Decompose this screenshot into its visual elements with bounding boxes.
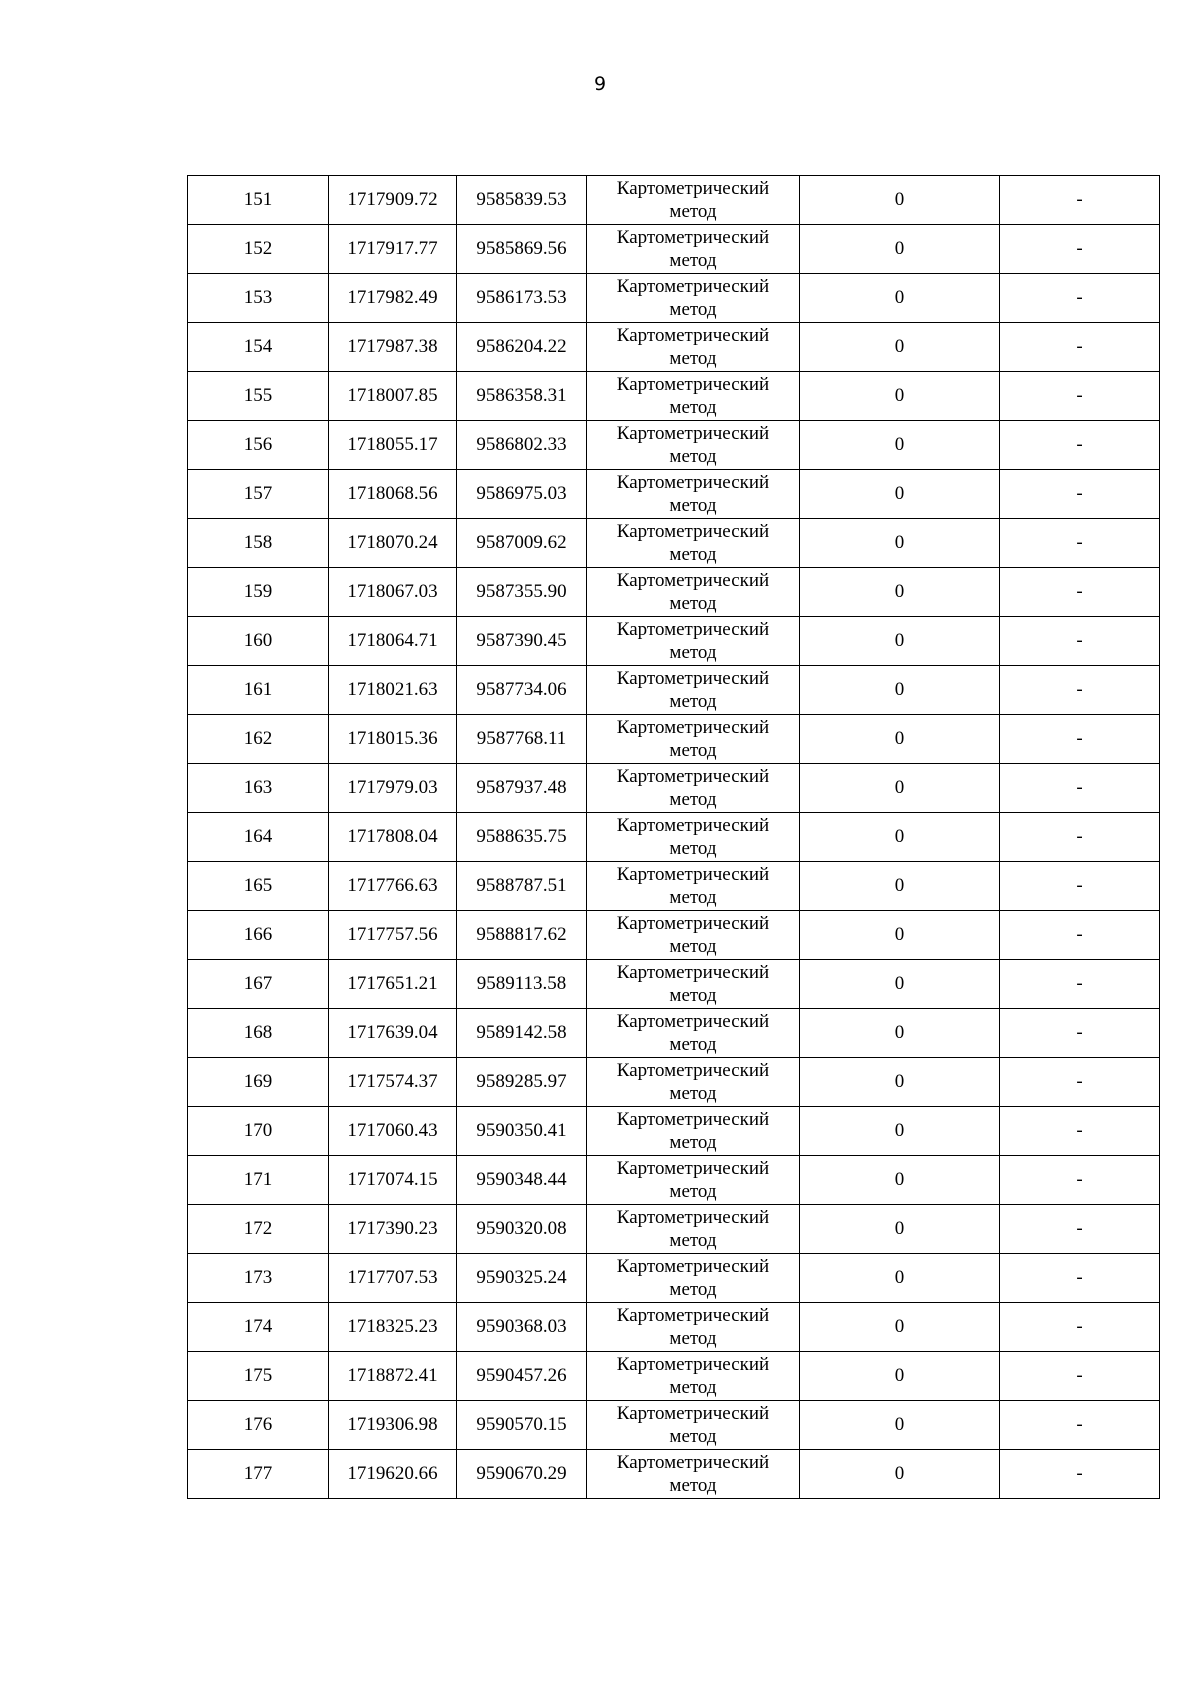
method-text-line-1: Картометрический [616,962,770,983]
method-cell [587,421,800,470]
method-text-line-2: метод [669,1132,717,1153]
y-coordinate-cell: 9585869.56 [457,225,587,274]
x-coordinate-cell: 1717979.03 [329,764,457,813]
point-number-cell: 153 [188,274,329,323]
table-row [188,911,1160,960]
point-number-cell: 177 [188,1450,329,1499]
table-row [188,715,1160,764]
method-text-line-1: Картометрический [616,227,770,248]
method-text-line-1: Картометрический [616,276,770,297]
method-text-line-2: метод [669,642,717,663]
page-number: 9 [593,73,607,95]
error-cell: 0 [800,764,1000,813]
table-row [188,470,1160,519]
method-text-line-2: метод [669,1328,717,1349]
x-coordinate-cell: 1719620.66 [329,1450,457,1499]
table-row [188,764,1160,813]
method-text-line-1: Картометрический [616,1060,770,1081]
description-cell: - [1000,911,1160,960]
method-text-line-2: метод [669,348,717,369]
error-cell: 0 [800,813,1000,862]
method-cell [587,1254,800,1303]
point-number-cell: 173 [188,1254,329,1303]
description-cell: - [1000,176,1160,225]
point-number-cell: 154 [188,323,329,372]
method-text-line-1: Картометрический [616,374,770,395]
description-cell: - [1000,1352,1160,1401]
y-coordinate-cell: 9587768.11 [457,715,587,764]
y-coordinate-cell: 9586802.33 [457,421,587,470]
method-text-line-1: Картометрический [616,1452,770,1473]
method-text-line-2: метод [669,691,717,712]
method-cell [587,1107,800,1156]
method-text-line-1: Картометрический [616,1305,770,1326]
description-cell: - [1000,1058,1160,1107]
description-cell: - [1000,666,1160,715]
method-text-line-2: метод [669,1083,717,1104]
description-cell: - [1000,274,1160,323]
error-cell: 0 [800,1009,1000,1058]
y-coordinate-cell: 9587937.48 [457,764,587,813]
method-text-line-2: метод [669,1034,717,1055]
y-coordinate-cell: 9589113.58 [457,960,587,1009]
method-text-line-2: метод [669,838,717,859]
point-number-cell: 164 [188,813,329,862]
point-number-cell: 165 [188,862,329,911]
method-cell [587,1303,800,1352]
description-cell: - [1000,1401,1160,1450]
point-number-cell: 163 [188,764,329,813]
y-coordinate-cell: 9590670.29 [457,1450,587,1499]
table-row [188,1009,1160,1058]
x-coordinate-cell: 1717808.04 [329,813,457,862]
error-cell: 0 [800,176,1000,225]
method-text-line-1: Картометрический [616,668,770,689]
y-coordinate-cell: 9586358.31 [457,372,587,421]
x-coordinate-cell: 1717060.43 [329,1107,457,1156]
description-cell: - [1000,764,1160,813]
description-cell: - [1000,715,1160,764]
method-text-line-2: метод [669,789,717,810]
x-coordinate-cell: 1717390.23 [329,1205,457,1254]
method-cell [587,323,800,372]
error-cell: 0 [800,1303,1000,1352]
coordinates-table [187,175,1160,1499]
table-row [188,519,1160,568]
method-cell [587,911,800,960]
method-text-line-1: Картометрический [616,1158,770,1179]
method-text-line-2: метод [669,593,717,614]
description-cell: - [1000,323,1160,372]
description-cell: - [1000,1107,1160,1156]
point-number-cell: 155 [188,372,329,421]
point-number-cell: 167 [188,960,329,1009]
method-cell [587,176,800,225]
table-row [188,568,1160,617]
error-cell: 0 [800,421,1000,470]
point-number-cell: 166 [188,911,329,960]
method-text-line-2: метод [669,1279,717,1300]
point-number-cell: 156 [188,421,329,470]
description-cell: - [1000,617,1160,666]
table-row [188,1107,1160,1156]
error-cell: 0 [800,1401,1000,1450]
error-cell: 0 [800,911,1000,960]
method-text-line-1: Картометрический [616,1256,770,1277]
method-cell [587,764,800,813]
error-cell: 0 [800,666,1000,715]
point-number-cell: 157 [188,470,329,519]
error-cell: 0 [800,617,1000,666]
method-cell [587,1205,800,1254]
method-text-line-2: метод [669,495,717,516]
description-cell: - [1000,1254,1160,1303]
error-cell: 0 [800,568,1000,617]
error-cell: 0 [800,715,1000,764]
error-cell: 0 [800,1205,1000,1254]
y-coordinate-cell: 9590325.24 [457,1254,587,1303]
y-coordinate-cell: 9590570.15 [457,1401,587,1450]
method-cell [587,617,800,666]
method-cell [587,225,800,274]
method-text-line-1: Картометрический [616,1109,770,1130]
method-text-line-1: Картометрический [616,766,770,787]
method-text-line-2: метод [669,299,717,320]
point-number-cell: 172 [188,1205,329,1254]
method-text-line-2: метод [669,887,717,908]
point-number-cell: 158 [188,519,329,568]
x-coordinate-cell: 1717574.37 [329,1058,457,1107]
x-coordinate-cell: 1718872.41 [329,1352,457,1401]
method-cell [587,862,800,911]
point-number-cell: 151 [188,176,329,225]
y-coordinate-cell: 9590457.26 [457,1352,587,1401]
method-cell [587,470,800,519]
description-cell: - [1000,1303,1160,1352]
method-text-line-1: Картометрический [616,521,770,542]
method-text-line-1: Картометрический [616,864,770,885]
error-cell: 0 [800,862,1000,911]
method-cell [587,372,800,421]
method-text-line-1: Картометрический [616,1011,770,1032]
method-text-line-2: метод [669,201,717,222]
error-cell: 0 [800,225,1000,274]
error-cell: 0 [800,1156,1000,1205]
description-cell: - [1000,1205,1160,1254]
error-cell: 0 [800,1107,1000,1156]
table-row [188,323,1160,372]
x-coordinate-cell: 1718325.23 [329,1303,457,1352]
point-number-cell: 161 [188,666,329,715]
x-coordinate-cell: 1718067.03 [329,568,457,617]
table-row [188,274,1160,323]
description-cell: - [1000,960,1160,1009]
y-coordinate-cell: 9586975.03 [457,470,587,519]
point-number-cell: 174 [188,1303,329,1352]
x-coordinate-cell: 1719306.98 [329,1401,457,1450]
method-cell [587,274,800,323]
table-row [188,1303,1160,1352]
method-text-line-2: метод [669,1181,717,1202]
y-coordinate-cell: 9590348.44 [457,1156,587,1205]
x-coordinate-cell: 1717766.63 [329,862,457,911]
description-cell: - [1000,519,1160,568]
x-coordinate-cell: 1717707.53 [329,1254,457,1303]
description-cell: - [1000,1009,1160,1058]
y-coordinate-cell: 9588787.51 [457,862,587,911]
method-text-line-1: Картометрический [616,913,770,934]
y-coordinate-cell: 9587390.45 [457,617,587,666]
y-coordinate-cell: 9588635.75 [457,813,587,862]
y-coordinate-cell: 9587734.06 [457,666,587,715]
description-cell: - [1000,568,1160,617]
y-coordinate-cell: 9588817.62 [457,911,587,960]
description-cell: - [1000,862,1160,911]
table-row [188,176,1160,225]
error-cell: 0 [800,1450,1000,1499]
y-coordinate-cell: 9587355.90 [457,568,587,617]
x-coordinate-cell: 1717757.56 [329,911,457,960]
error-cell: 0 [800,1352,1000,1401]
y-coordinate-cell: 9590350.41 [457,1107,587,1156]
error-cell: 0 [800,274,1000,323]
table-row [188,1156,1160,1205]
method-cell [587,1009,800,1058]
point-number-cell: 168 [188,1009,329,1058]
x-coordinate-cell: 1718021.63 [329,666,457,715]
error-cell: 0 [800,1254,1000,1303]
method-text-line-2: метод [669,397,717,418]
table-row [188,225,1160,274]
method-text-line-1: Картометрический [616,472,770,493]
table-row [188,1058,1160,1107]
y-coordinate-cell: 9590320.08 [457,1205,587,1254]
table-row [188,617,1160,666]
method-text-line-2: метод [669,446,717,467]
point-number-cell: 160 [188,617,329,666]
x-coordinate-cell: 1718015.36 [329,715,457,764]
method-cell [587,1156,800,1205]
x-coordinate-cell: 1718070.24 [329,519,457,568]
x-coordinate-cell: 1718007.85 [329,372,457,421]
table-row [188,421,1160,470]
x-coordinate-cell: 1717651.21 [329,960,457,1009]
x-coordinate-cell: 1718068.56 [329,470,457,519]
method-text-line-1: Картометрический [616,815,770,836]
point-number-cell: 159 [188,568,329,617]
error-cell: 0 [800,323,1000,372]
table-row [188,813,1160,862]
table-row [188,862,1160,911]
method-cell [587,1352,800,1401]
method-text-line-1: Картометрический [616,325,770,346]
method-cell [587,1058,800,1107]
table-row [188,1450,1160,1499]
method-cell [587,715,800,764]
description-cell: - [1000,1450,1160,1499]
y-coordinate-cell: 9587009.62 [457,519,587,568]
table-row [188,1401,1160,1450]
method-text-line-1: Картометрический [616,717,770,738]
error-cell: 0 [800,960,1000,1009]
method-text-line-1: Картометрический [616,1207,770,1228]
y-coordinate-cell: 9585839.53 [457,176,587,225]
method-text-line-2: метод [669,740,717,761]
x-coordinate-cell: 1717917.77 [329,225,457,274]
description-cell: - [1000,470,1160,519]
description-cell: - [1000,813,1160,862]
table-row [188,666,1160,715]
method-cell [587,1401,800,1450]
method-text-line-2: метод [669,250,717,271]
y-coordinate-cell: 9586173.53 [457,274,587,323]
x-coordinate-cell: 1718055.17 [329,421,457,470]
y-coordinate-cell: 9589142.58 [457,1009,587,1058]
description-cell: - [1000,225,1160,274]
point-number-cell: 162 [188,715,329,764]
x-coordinate-cell: 1717909.72 [329,176,457,225]
method-text-line-1: Картометрический [616,619,770,640]
method-text-line-2: метод [669,1426,717,1447]
description-cell: - [1000,421,1160,470]
method-text-line-1: Картометрический [616,570,770,591]
x-coordinate-cell: 1718064.71 [329,617,457,666]
table-row [188,1254,1160,1303]
method-text-line-2: метод [669,544,717,565]
method-text-line-1: Картометрический [616,1354,770,1375]
method-text-line-2: метод [669,985,717,1006]
method-text-line-2: метод [669,936,717,957]
method-cell [587,813,800,862]
table-row [188,372,1160,421]
method-text-line-1: Картометрический [616,178,770,199]
point-number-cell: 175 [188,1352,329,1401]
x-coordinate-cell: 1717074.15 [329,1156,457,1205]
error-cell: 0 [800,372,1000,421]
y-coordinate-cell: 9589285.97 [457,1058,587,1107]
point-number-cell: 170 [188,1107,329,1156]
method-text-line-2: метод [669,1377,717,1398]
error-cell: 0 [800,519,1000,568]
method-cell [587,1450,800,1499]
x-coordinate-cell: 1717639.04 [329,1009,457,1058]
point-number-cell: 152 [188,225,329,274]
method-text-line-1: Картометрический [616,1403,770,1424]
point-number-cell: 171 [188,1156,329,1205]
table-row [188,1352,1160,1401]
error-cell: 0 [800,1058,1000,1107]
table-body [188,176,1160,1499]
error-cell: 0 [800,470,1000,519]
description-cell: - [1000,372,1160,421]
method-text-line-1: Картометрический [616,423,770,444]
method-text-line-2: метод [669,1230,717,1251]
x-coordinate-cell: 1717987.38 [329,323,457,372]
table-row [188,960,1160,1009]
x-coordinate-cell: 1717982.49 [329,274,457,323]
method-cell [587,568,800,617]
description-cell: - [1000,1156,1160,1205]
table-row [188,1205,1160,1254]
method-cell [587,519,800,568]
y-coordinate-cell: 9590368.03 [457,1303,587,1352]
method-text-line-2: метод [669,1475,717,1496]
y-coordinate-cell: 9586204.22 [457,323,587,372]
method-cell [587,666,800,715]
method-cell [587,960,800,1009]
point-number-cell: 176 [188,1401,329,1450]
point-number-cell: 169 [188,1058,329,1107]
